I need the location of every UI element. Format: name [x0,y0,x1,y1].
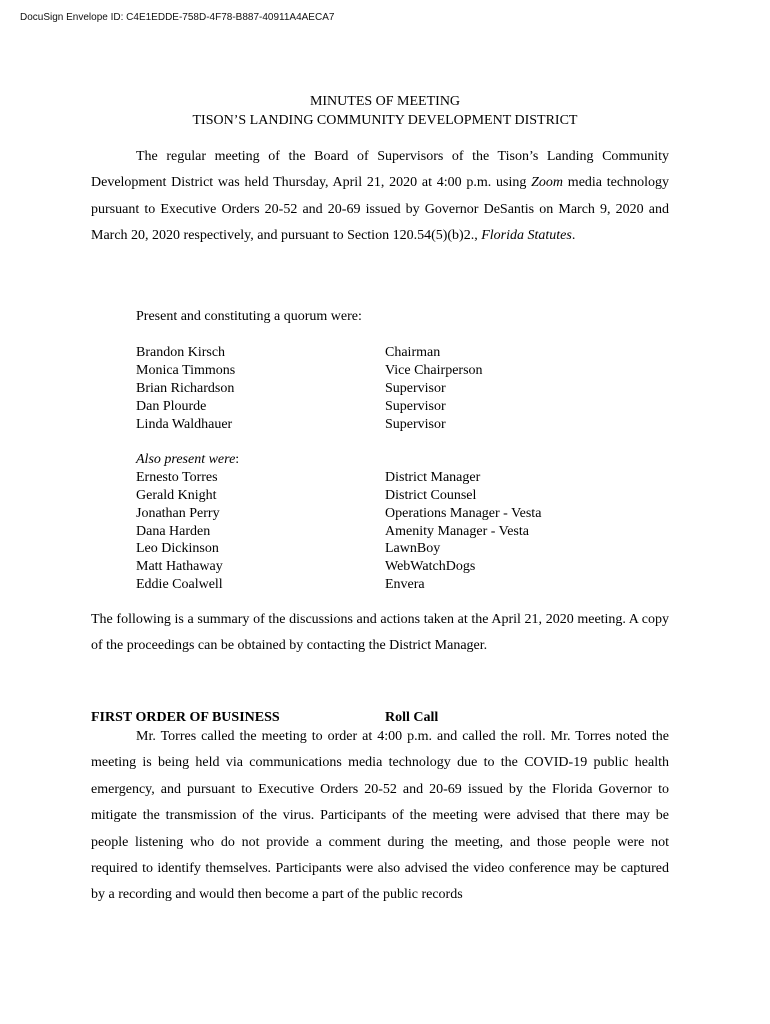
roll-call-text: Mr. Torres called the meeting to order at 4:00 p.m. and called the roll. Mr. Torres noted the meeting is being held via communications media technology due to the COVID-19 public health emergency, and pursuant to Executive Orders 20-52 and 20-69 issued by the Florida Governor to mitigate the transmission of the virus. Participants of the meeting were advised that there may be people listening who do not provide a comment during the meeting, and those people were not required to identify themselves. Participants were also advised the video conference may be captured by a recording and would then become a part of the public records [91,729,669,903]
attendee-name: Dan Plourde [136,399,207,414]
envelope-id: DocuSign Envelope ID: C4E1EDDE-758D-4F78-B887-40911A4AECA7 [20,12,335,23]
intro-paragraph [91,144,669,250]
summary-paragraph: The following is a summary of the discussions and actions taken at the April 21, 2020 meeting. A copy of the proceedings can be obtained by contacting the District Manager. [91,612,669,654]
intro-text-1: The regular meeting of the Board of Supervisors of the Tison’s Landing Community Development District was held Thursday, April 21, 2020 at 4:00 p.m. using [91,149,669,191]
district-name: TISON’S LANDING COMMUNITY DEVELOPMENT DISTRICT [192,113,578,128]
attendee-role: Vice Chairperson [385,363,483,378]
also-present-label: Also present were [136,452,236,467]
attendee-name: Gerald Knight [136,488,217,503]
document-title: MINUTES OF MEETING [309,94,461,109]
roll-call-paragraph [91,724,669,909]
attendee-role: Envera [385,577,425,592]
attendee-name: Matt Hathaway [136,559,223,574]
quorum-label: Present and constituting a quorum were: [136,309,362,324]
attendee-name: Jonathan Perry [136,506,220,521]
attendee-name: Eddie Coalwell [136,577,223,592]
attendee-name: Monica Timmons [136,363,236,378]
attendee-role: District Manager [385,470,481,485]
attendee-role: Supervisor [385,417,446,432]
attendee-name: Ernesto Torres [136,470,218,485]
attendee-role: Supervisor [385,399,446,414]
also-present-colon: : [235,452,240,467]
attendee-name: Leo Dickinson [136,541,219,556]
intro-text-2: media technology pursuant to Executive Orders 20-52 and 20-69 issued by Governor DeSantis on March 9, 2020 and March 20, 2020 respectively, and pursuant to Section 120.54(5)(b)2., [91,175,669,244]
also-present-heading [136,452,239,468]
attendee-role: District Counsel [385,488,477,503]
intro-statutes: Florida Statutes [481,228,572,244]
attendee-role: Supervisor [385,381,446,396]
attendee-role: Chairman [385,345,441,360]
attendee-role: Operations Manager - Vesta [385,506,542,521]
section-heading: FIRST ORDER OF BUSINESS [91,710,280,725]
intro-zoom: Zoom [531,175,564,191]
attendee-name: Brian Richardson [136,381,235,396]
attendee-name: Dana Harden [136,524,211,539]
attendee-name: Linda Waldhauer [136,417,233,432]
attendee-role: Amenity Manager - Vesta [385,524,529,539]
section-subject: Roll Call [385,710,439,725]
attendee-role: LawnBoy [385,541,441,556]
intro-end: . [571,228,576,244]
attendee-role: WebWatchDogs [385,559,476,574]
attendee-name: Brandon Kirsch [136,345,226,360]
